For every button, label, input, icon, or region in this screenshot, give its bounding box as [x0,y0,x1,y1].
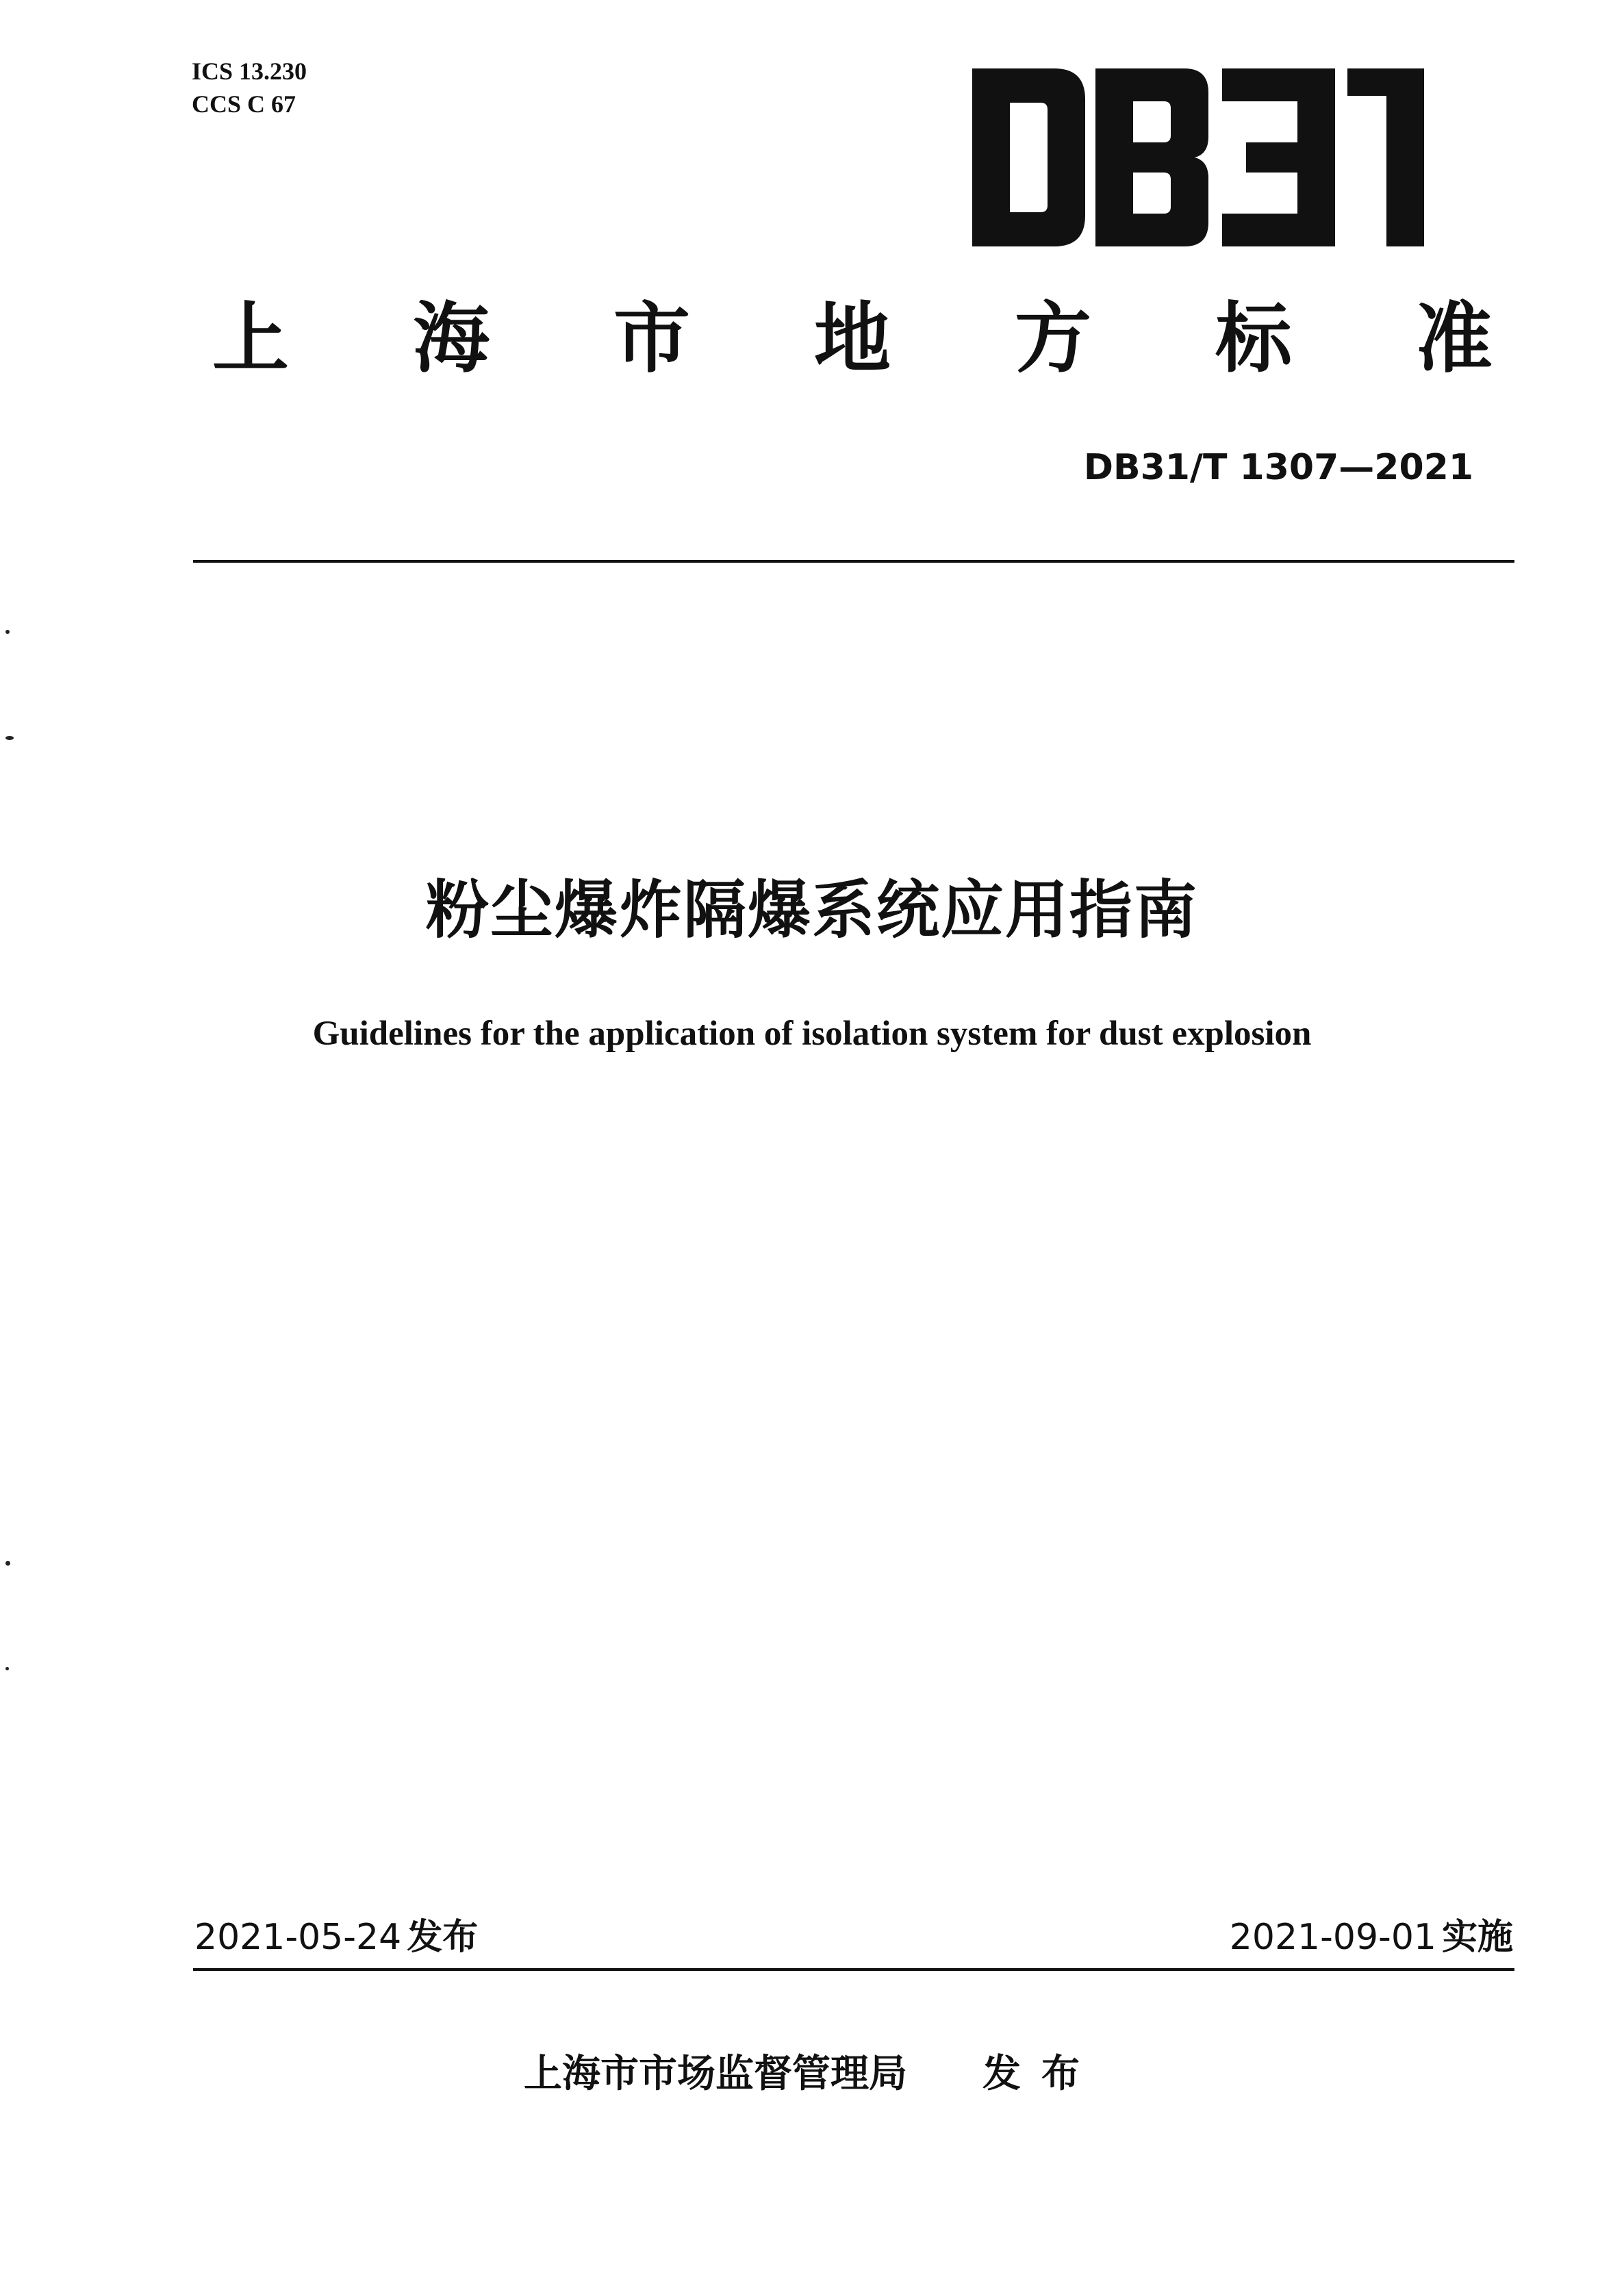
classification-codes [192,55,307,120]
standard-type-char: 海 [413,294,490,383]
document-title-english: Guidelines for the application of isolation system for dust explosion [312,1015,1312,1053]
standard-type-char: 方 [1015,294,1091,383]
ics-code: ICS 13.230 [192,58,307,85]
release-label: 发布 [407,1917,479,1958]
scan-speck [5,1667,9,1670]
standard-type-char: 地 [814,294,891,383]
issuer-action: 发布 [982,2052,1100,2096]
db31-logo [972,68,1424,246]
standard-number: DB31/T 1307—2021 [1083,447,1473,488]
document-title-chinese: 粉尘爆炸隔爆系统应用指南 [425,874,1198,947]
footer-divider [193,1968,1514,1971]
issuer-name: 上海市市场监督管理局 [524,2052,907,2096]
scan-speck [5,736,14,740]
issuing-authority [0,2047,1624,2102]
implement-label: 实施 [1441,1917,1513,1958]
implement-date [1230,1913,1513,1961]
standard-type [212,288,1493,390]
release-date-value: 2021-05-24 [194,1917,402,1958]
ccs-code: CCS C 67 [192,90,296,118]
implement-date-value: 2021-09-01 [1229,1917,1436,1958]
standard-type-char: 准 [1416,294,1493,383]
standard-type-char: 标 [1215,294,1292,383]
scan-speck [5,1561,10,1566]
release-date [194,1913,478,1961]
header-divider [193,560,1514,563]
standard-type-char: 上 [212,294,289,383]
scan-speck [5,630,10,634]
standard-type-char: 市 [613,294,690,383]
